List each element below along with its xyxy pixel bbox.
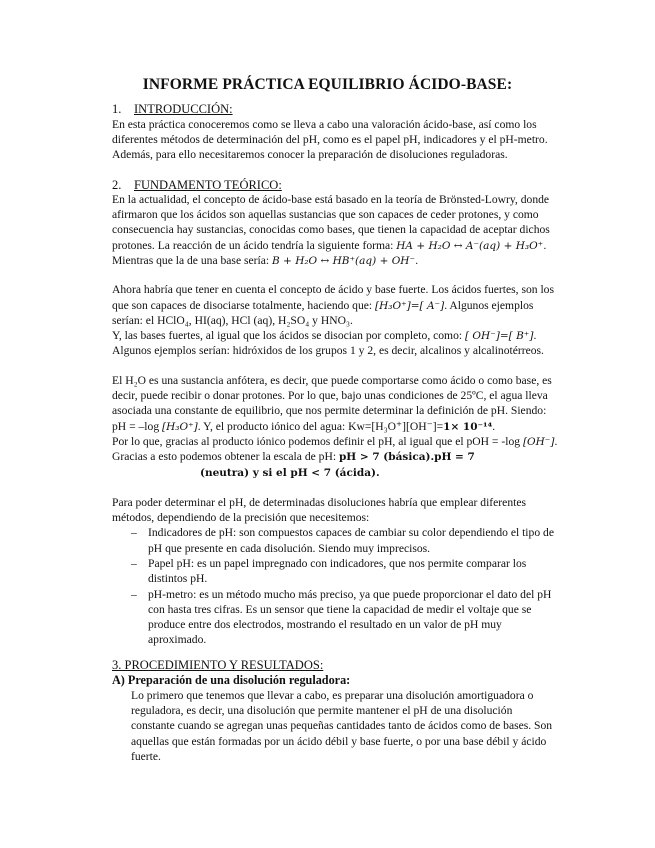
- paragraph-line: [112, 435, 557, 448]
- equation-hydronium: [H₃O⁺]: [162, 421, 198, 433]
- equation-acid: HA + H₂O ↔ A⁻(aq) + H₃O⁺.: [396, 240, 547, 252]
- section-title: FUNDAMENTO TEÓRICO:: [134, 178, 282, 192]
- document-title: INFORME PRÁCTICA EQUILIBRIO ÁCIDO-BASE:: [142, 76, 513, 93]
- paragraph-line: Algunos ejemplos serían: hidróxidos de los grupos 1 y 2, es decir, alcalinos y alcalinotérreos.: [112, 344, 544, 357]
- list-item-line: con hasta tres cifras. Es un sensor que tiene la capacidad de medir el voltaje que se: [148, 603, 532, 616]
- equation-ph-scale: pH > 7 (básica).pH = 7: [338, 451, 475, 463]
- line-text: . Y, el producto iónico del agua: Kw=[H₃O⁺][OH⁻]=: [197, 420, 444, 433]
- list-item-line: aproximado.: [148, 633, 207, 646]
- list-item-line: Indicadores de pH: son compuestos capaces de cambiar su color dependiendo el tipo de: [148, 526, 554, 539]
- line-text: Y, las bases fuertes, al igual que los ácidos se disocian por completo, como:: [112, 329, 465, 342]
- line-text: .: [533, 329, 537, 342]
- paragraph-line: afirmaron que los ácidos son aquellas sustancias que son capaces de ceder protones, y como: [112, 208, 539, 221]
- line-text: pH = –log: [112, 420, 163, 433]
- paragraph-line: aquellas que están formadas por un ácido débil y base fuerte, o por una base débil y ácido: [131, 735, 547, 748]
- paragraph-line: [200, 466, 380, 479]
- paragraph-line: reguladora, es decir, una disolución que permite mantener el pH de una disolución: [131, 704, 513, 717]
- section-title: INTRODUCCIÓN:: [134, 102, 233, 116]
- section-number: 1.: [112, 102, 122, 116]
- line-text: .: [492, 420, 496, 433]
- paragraph-line: [112, 299, 533, 312]
- bullet-mark: –: [131, 557, 137, 570]
- equation-strong-acid: [H₃O⁺]=[ A⁻]: [375, 300, 445, 312]
- paragraph-line: [112, 239, 547, 252]
- equation-hydroxide: [OH⁻]: [522, 436, 555, 448]
- paragraph-line: serían: el HClO₄, HI(aq), HCl (aq), H₂SO₄ y HNO₃.: [112, 314, 353, 327]
- equation-ph-scale-cont: (neutra) y si el pH < 7 (ácida).: [200, 467, 380, 479]
- section-number: 2.: [112, 178, 122, 192]
- paragraph-line: consecuencia hay sustancias, conocidas como bases, que tienen la capacidad de aceptar dichos: [112, 223, 550, 236]
- paragraph-line: métodos, dependiendo de la precisión que necesitemos:: [112, 511, 370, 524]
- list-item-line: distintos pH.: [148, 572, 208, 585]
- line-text: Gracias a esto podemos obtener la escala de pH:: [112, 450, 339, 463]
- paragraph-line: Para poder determinar el pH, de determinadas disoluciones habría que emplear diferentes: [112, 496, 526, 509]
- paragraph-line: fuerte.: [131, 750, 161, 763]
- paragraph-line: [112, 450, 475, 463]
- paragraph-line: Ahora habría que tener en cuenta el concepto de ácido y base fuerte. Los ácidos fuertes, son los: [112, 283, 554, 296]
- paragraph-line: Además, para ello necesitaremos conocer la preparación de disoluciones reguladoras.: [112, 148, 508, 161]
- equation-kw-value: 1× 10⁻¹⁴: [443, 421, 493, 433]
- list-item-line: produce entre dos electrodos, mostrando el resultado en un valor de pH muy: [148, 618, 502, 631]
- paragraph-line: El H₂O es una sustancia anfótera, es decir, que puede comportarse como ácido o como base, es: [112, 374, 552, 387]
- equation-base: B + H₂O ↔ HB⁺(aq) + OH⁻.: [272, 255, 419, 267]
- paragraph-line: [112, 329, 536, 342]
- paragraph-line: asociada una constante de equilibrio, que nos permite determinar la definición de pH. Siendo:: [112, 404, 547, 417]
- bullet-mark: –: [131, 588, 137, 601]
- section-heading-procedimiento: [112, 658, 323, 673]
- line-text: .: [554, 435, 558, 448]
- list-item-line: pH que presente en cada disolución. Siendo muy imprecisos.: [148, 542, 431, 555]
- paragraph-line: En la actualidad, el concepto de ácido-base está basado en la teoría de Brönsted-Lowry, donde: [112, 193, 550, 206]
- subsection-heading: A) Preparación de una disolución reguladora:: [112, 673, 351, 687]
- section-title: 3. PROCEDIMIENTO Y RESULTADOS:: [112, 658, 324, 672]
- line-text: que son capaces de disociarse totalmente, haciendo que:: [112, 299, 376, 312]
- line-text: Por lo que, gracias al producto iónico podemos definir el pH, al igual que el pOH = -log: [112, 435, 523, 448]
- list-item-line: Papel pH: es un papel impregnado con indicadores, que nos permite comparar los: [148, 557, 527, 570]
- line-text: protones. La reacción de un ácido tendría la siguiente forma:: [112, 239, 397, 252]
- paragraph-line: En esta práctica conoceremos como se lleva a cabo una valoración ácido-base, así como los: [112, 118, 537, 131]
- paragraph-line: [112, 419, 495, 433]
- paragraph-line: [112, 254, 418, 267]
- bullet-mark: –: [131, 526, 137, 539]
- line-text: Mientras que la de una base sería:: [112, 254, 272, 267]
- list-item-line: pH-metro: es un método mucho más preciso, ya que puede proporcionar el dato del pH: [148, 588, 552, 601]
- line-text: . Algunos ejemplos: [444, 299, 534, 312]
- paragraph-line: constante cuando se agregan unas pequeñas cantidades tanto de ácidos como de bases. Son: [131, 719, 553, 732]
- section-heading-introduccion: [112, 102, 233, 117]
- paragraph-line: decir, puede recibir o donar protones. Por lo que, bajo unas condiciones de 25ºC, el agua lleva: [112, 389, 548, 402]
- equation-strong-base: [ OH⁻]=[ B⁺]: [465, 330, 534, 342]
- section-heading-fundamento: [112, 178, 282, 193]
- paragraph-line: Lo primero que tenemos que llevar a cabo, es preparar una disolución amortiguadora o: [131, 689, 534, 702]
- paragraph-line: diferentes métodos de determinación del pH, como es el papel pH, indicadores y el pH-metro.: [112, 133, 548, 146]
